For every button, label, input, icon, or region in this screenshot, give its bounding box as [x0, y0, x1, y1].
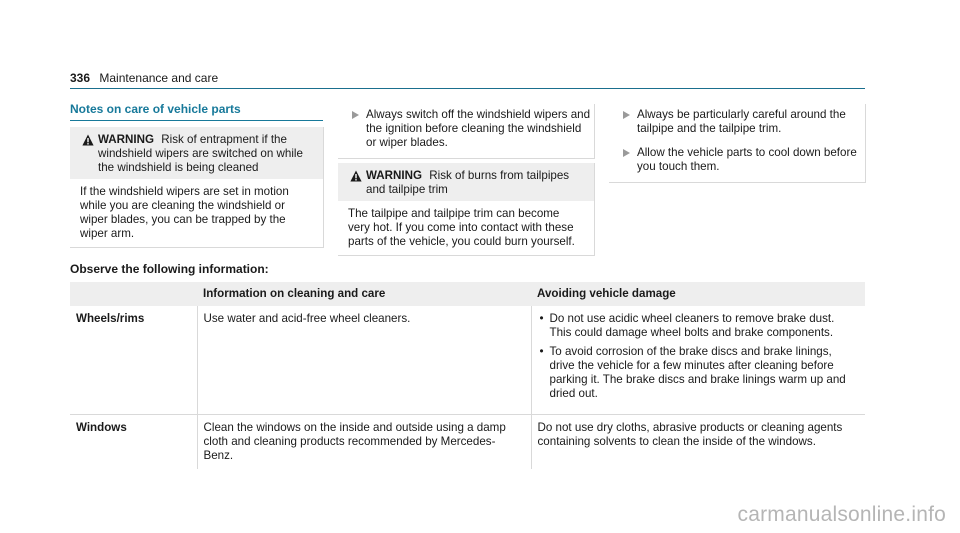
cleaning-info-table [70, 282, 865, 469]
table-row [70, 306, 865, 415]
table-row [70, 415, 865, 470]
step-arrow-icon [623, 149, 630, 157]
step-arrow-icon [352, 111, 359, 119]
warning-header [70, 127, 323, 179]
row-heading: Wheels/rims [70, 306, 197, 415]
warning-body: If the windshield wipers are set in motion while you are cleaning the windshield or wiper blades, you can be trapped by the wiper arm. [80, 185, 289, 240]
warning-box-entrapment [70, 127, 324, 248]
watermark: carmanualsonline.info [737, 503, 946, 526]
step-arrow-icon [623, 111, 630, 119]
page-header [70, 71, 218, 85]
warning-header [338, 163, 594, 201]
step-text: Allow the vehicle parts to cool down before you touch them. [637, 146, 857, 173]
page-number: 336 [70, 71, 91, 85]
step-box-tailpipe [609, 104, 866, 183]
step-box-wipers [338, 104, 595, 159]
warning-label: WARNING [98, 133, 155, 146]
warning-box-burns [338, 163, 595, 256]
warning-label: WARNING [366, 169, 423, 182]
observe-heading: Observe the following information: [70, 262, 269, 276]
step-item [338, 108, 594, 150]
bullet-item: • To avoid corrosion of the brake discs and brake linings, drive the vehicle for a few minutes after cleaning before parking it. The brake discs and brake linings warm up and dried out. [538, 345, 860, 401]
table-header-damage: Avoiding vehicle damage [531, 282, 865, 306]
row-heading: Windows [70, 415, 197, 470]
bullet-item: • Do not use acidic wheel cleaners to remove brake dust. This could damage wheel bolts and brake components. [538, 312, 860, 340]
table-header-info: Information on cleaning and care [197, 282, 531, 306]
header-section-title: Maintenance and care [99, 71, 219, 85]
warning-triangle-icon [82, 134, 94, 146]
info-cell: Clean the windows on the inside and outside using a damp cloth and cleaning products recommended by Mercedes-Benz. [197, 415, 531, 470]
step-text: Always be particularly careful around the tailpipe and the tailpipe trim. [637, 108, 846, 135]
warning-triangle-icon [350, 170, 362, 182]
step-item [609, 108, 865, 136]
warning-heading: Risk of entrapment if the windshield wipers are switched on while the windshield is being cleaned [98, 133, 303, 174]
damage-bullet-list [538, 312, 860, 401]
warning-heading: Risk of burns from tailpipes and tailpipe trim [366, 169, 570, 196]
header-divider [70, 88, 865, 89]
warning-body: The tailpipe and tailpipe trim can become very hot. If you come into contact with these parts of the vehicle, you could burn yourself. [348, 207, 575, 248]
table-header-empty [70, 282, 197, 306]
section-title-divider [70, 120, 323, 121]
step-text: Always switch off the windshield wipers and the ignition before cleaning the windshield or wiper blades. [366, 108, 591, 149]
damage-cell [531, 306, 865, 415]
step-item [609, 146, 865, 174]
damage-cell: Do not use dry cloths, abrasive products or cleaning agents containing solvents to clean the inside of the windows. [537, 421, 843, 448]
info-cell: Use water and acid-free wheel cleaners. [197, 306, 531, 415]
section-title: Notes on care of vehicle parts [70, 102, 241, 116]
table-header-row [70, 282, 865, 306]
